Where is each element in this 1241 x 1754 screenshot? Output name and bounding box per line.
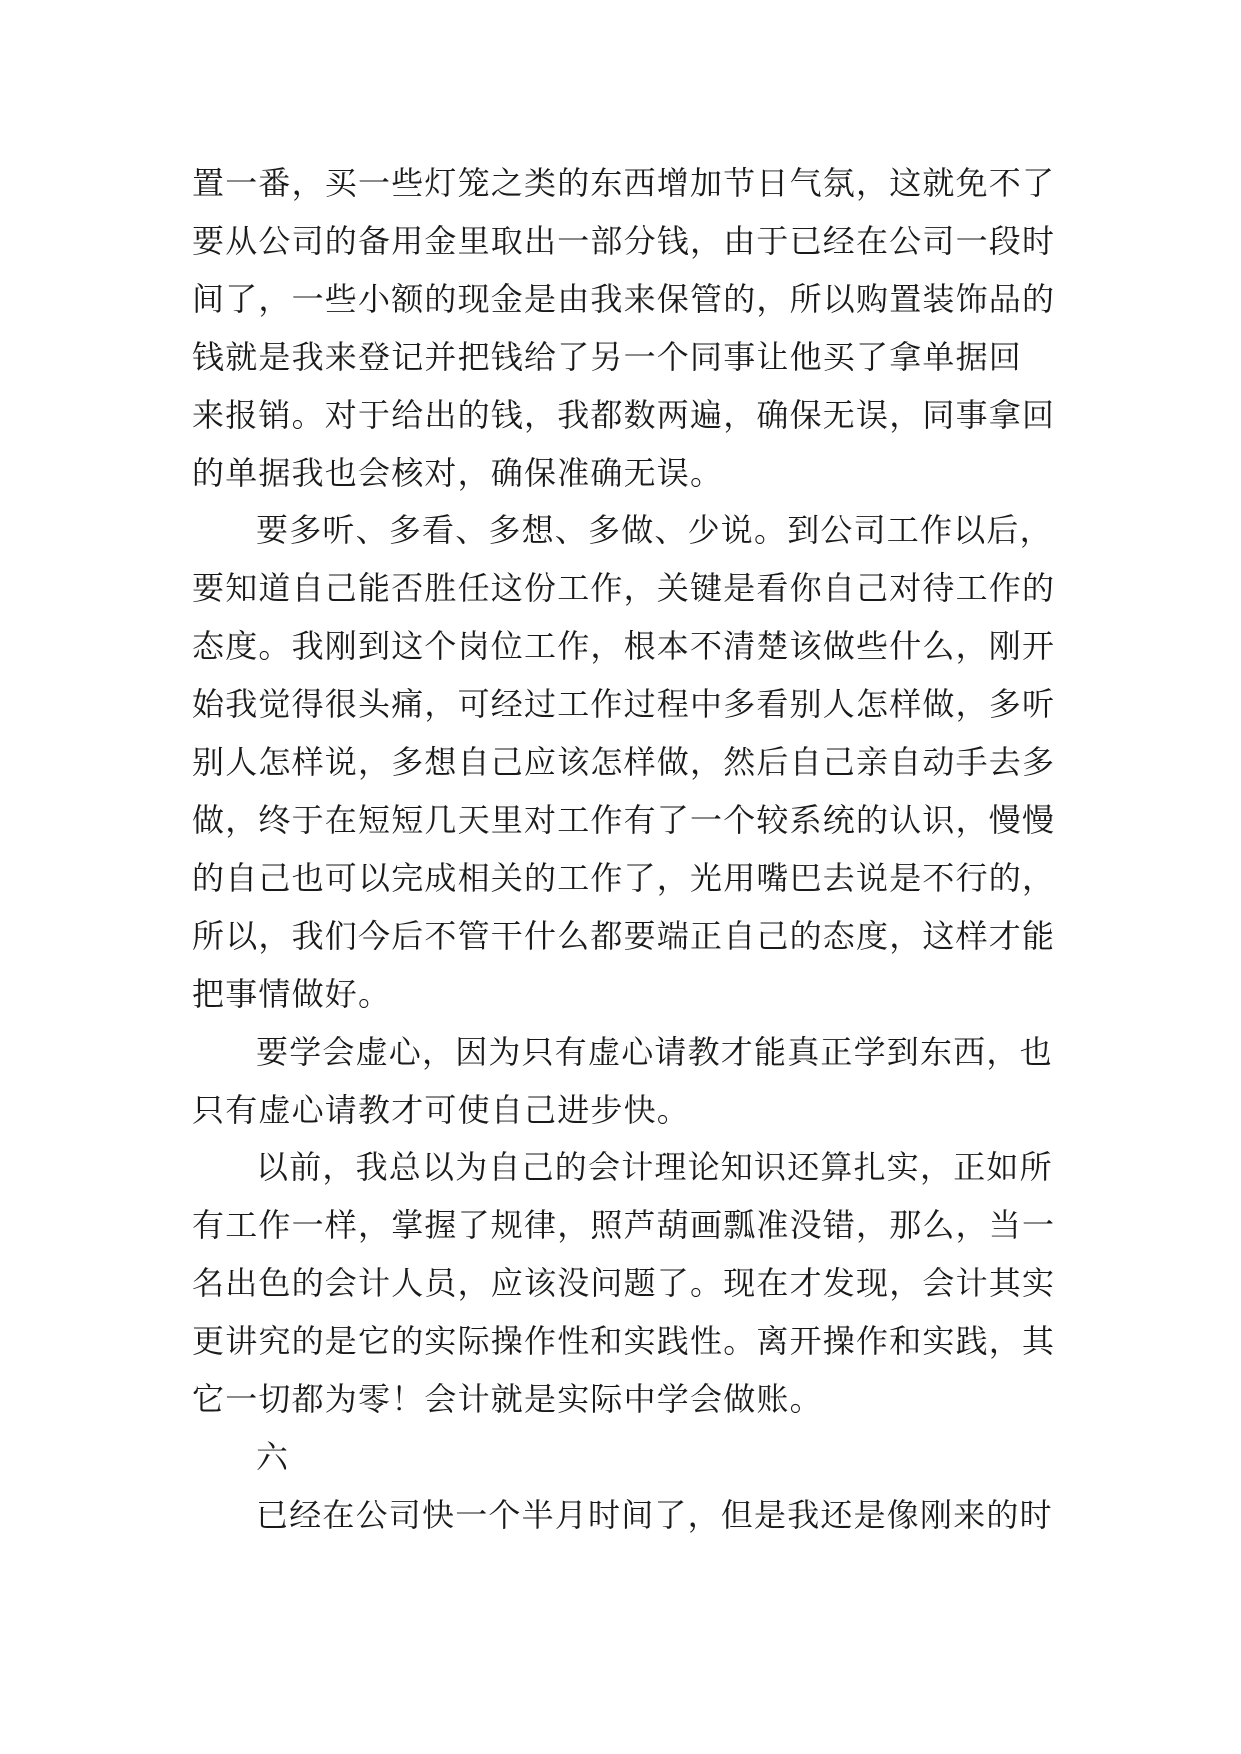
text-line: 做，终于在短短几天里对工作有了一个较系统的认识，慢慢 — [192, 800, 1056, 839]
body-text — [192, 155, 1072, 1545]
text-line: 更讲究的是它的实际操作性和实践性。离开操作和实践，其 — [192, 1322, 1056, 1361]
text-line: 的单据我也会核对，确保准确无误。 — [192, 453, 724, 492]
text-line: 以前，我总以为自己的会计理论知识还算扎实，正如所 — [256, 1148, 1053, 1187]
text-line: 置一番，买一些灯笼之类的东西增加节日气氛，这就免不了 — [192, 164, 1056, 202]
paragraph-3 — [192, 1024, 1072, 1140]
text-line: 把事情做好。 — [192, 974, 392, 1013]
text-line: 要学会虚心，因为只有虚心请教才能真正学到东西，也 — [256, 1032, 1053, 1071]
text-line: 钱就是我来登记并把钱给了另一个同事让他买了拿单据回 — [192, 337, 1023, 376]
paragraph-5 — [192, 1487, 1072, 1545]
text-line: 要知道自己能否胜任这份工作，关键是看你自己对待工作的 — [192, 569, 1056, 608]
text-line: 别人怎样说，多想自己应该怎样做，然后自己亲自动手去多 — [192, 743, 1056, 782]
section-number — [192, 1429, 1072, 1487]
paragraph-2 — [192, 502, 1072, 1023]
text-line: 所以，我们今后不管干什么都要端正自己的态度，这样才能 — [192, 916, 1056, 955]
text-line: 名出色的会计人员，应该没问题了。现在才发现，会计其实 — [192, 1264, 1056, 1303]
text-line: 它一切都为零！会计就是实际中学会做账。 — [192, 1380, 823, 1419]
text-line: 间了，一些小额的现金是由我来保管的，所以购置装饰品的 — [192, 279, 1056, 318]
text-line: 来报销。对于给出的钱，我都数两遍，确保无误，同事拿回 — [192, 395, 1056, 434]
text-line: 要多听、多看、多想、多做、少说。到公司工作以后， — [256, 511, 1053, 550]
text-line: 已经在公司快一个半月时间了，但是我还是像刚来的时 — [256, 1495, 1053, 1534]
text-line: 态度。我刚到这个岗位工作，根本不清楚该做些什么，刚开 — [192, 627, 1056, 666]
text-line: 只有虚心请教才可使自己进步快。 — [192, 1090, 691, 1129]
text-line: 要从公司的备用金里取出一部分钱，由于已经在公司一段时 — [192, 221, 1056, 260]
text-line: 始我觉得很头痛，可经过工作过程中多看别人怎样做，多听 — [192, 685, 1056, 724]
text-line: 六 — [256, 1437, 290, 1476]
paragraph-4 — [192, 1139, 1072, 1429]
text-line: 有工作一样，掌握了规律，照芦葫画瓢准没错，那么，当一 — [192, 1206, 1056, 1245]
paragraph-1 — [192, 155, 1072, 502]
text-line: 的自己也可以完成相关的工作了，光用嘴巴去说是不行的， — [192, 858, 1056, 897]
